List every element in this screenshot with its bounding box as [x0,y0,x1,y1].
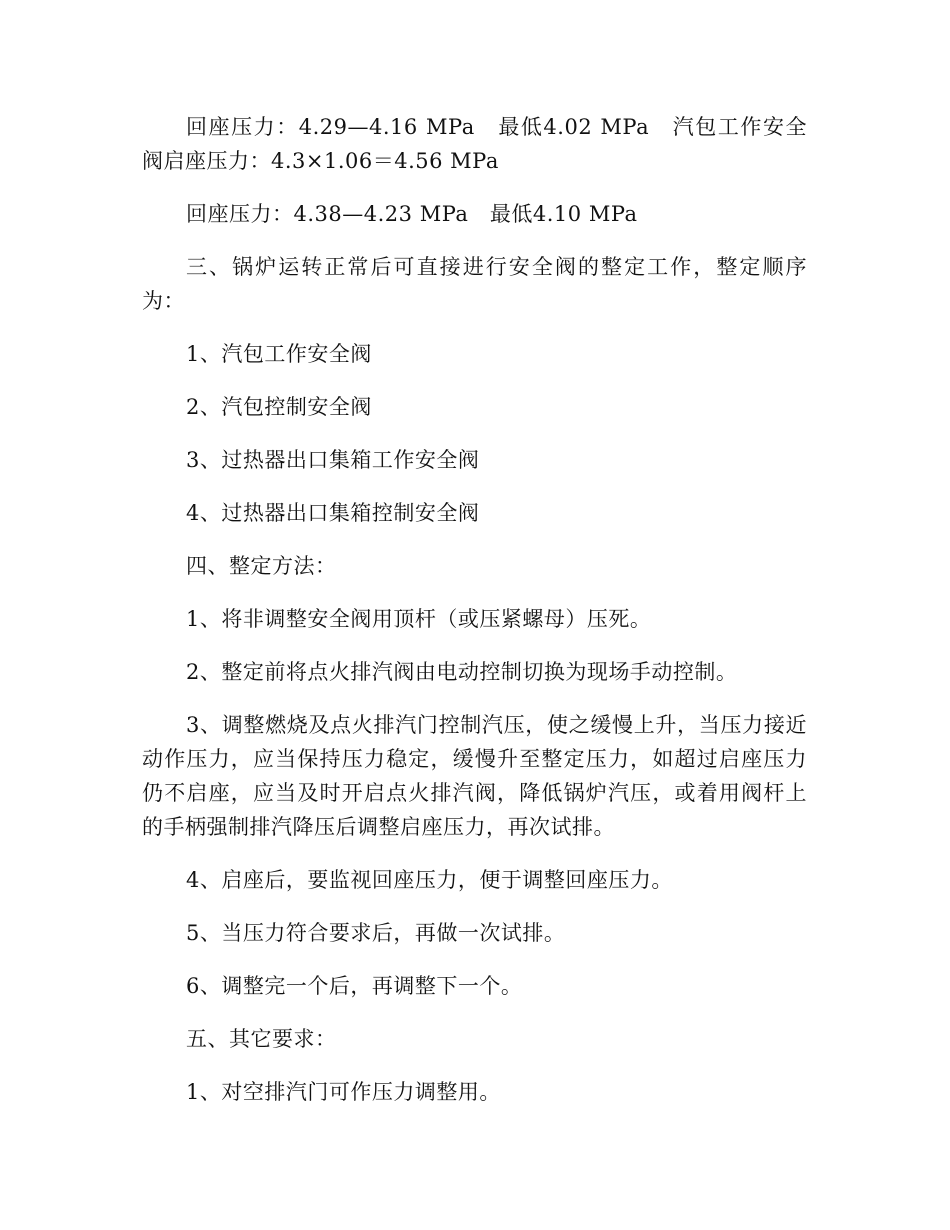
method-step-3: 3、调整燃烧及点火排汽门控制汽压，使之缓慢上升，当压力接近动作压力，应当保持压力稳定，缓慢升至整定压力，如超过启座压力仍不启座，应当及时开启点火排汽阀，降低锅炉汽压，或着用阀杆上的手柄强制排汽降压后调整启座压力，再次试排。 [142,713,807,839]
list-item-drum-control-valve: 2、汽包控制安全阀 [186,395,372,419]
list-item-superheater-control-valve: 4、过热器出口集箱控制安全阀 [186,501,480,525]
list-item-superheater-working-valve: 3、过热器出口集箱工作安全阀 [186,448,480,472]
method-step-1: 1、将非调整安全阀用顶杆（或压紧螺母）压死。 [186,607,652,631]
paragraph-seat-return-pressure-drum-valve: 回座压力：4.29—4.16 MPa 最低4.02 MPa 汽包工作安全阀启座压力：4.3×1.06＝4.56 MPa [142,115,807,173]
section-heading-setting-order: 三、锅炉运转正常后可直接进行安全阀的整定工作，整定顺序为： [142,255,807,313]
method-step-6: 6、调整完一个后，再调整下一个。 [186,974,523,998]
section-heading-setting-method: 四、整定方法： [186,554,337,578]
paragraph-seat-return-pressure-second: 回座压力：4.38—4.23 MPa 最低4.10 MPa [186,202,638,226]
document-body [142,110,807,1128]
requirement-item-1: 1、对空排汽门可作压力调整用。 [186,1080,501,1104]
method-step-4: 4、启座后，要监视回座压力，便于调整回座压力。 [186,868,673,892]
method-step-5: 5、当压力符合要求后，再做一次试排。 [186,921,566,945]
list-item-drum-working-valve: 1、汽包工作安全阀 [186,342,372,366]
section-heading-other-requirements: 五、其它要求： [186,1027,337,1051]
method-step-2: 2、整定前将点火排汽阀由电动控制切换为现场手动控制。 [186,660,738,684]
